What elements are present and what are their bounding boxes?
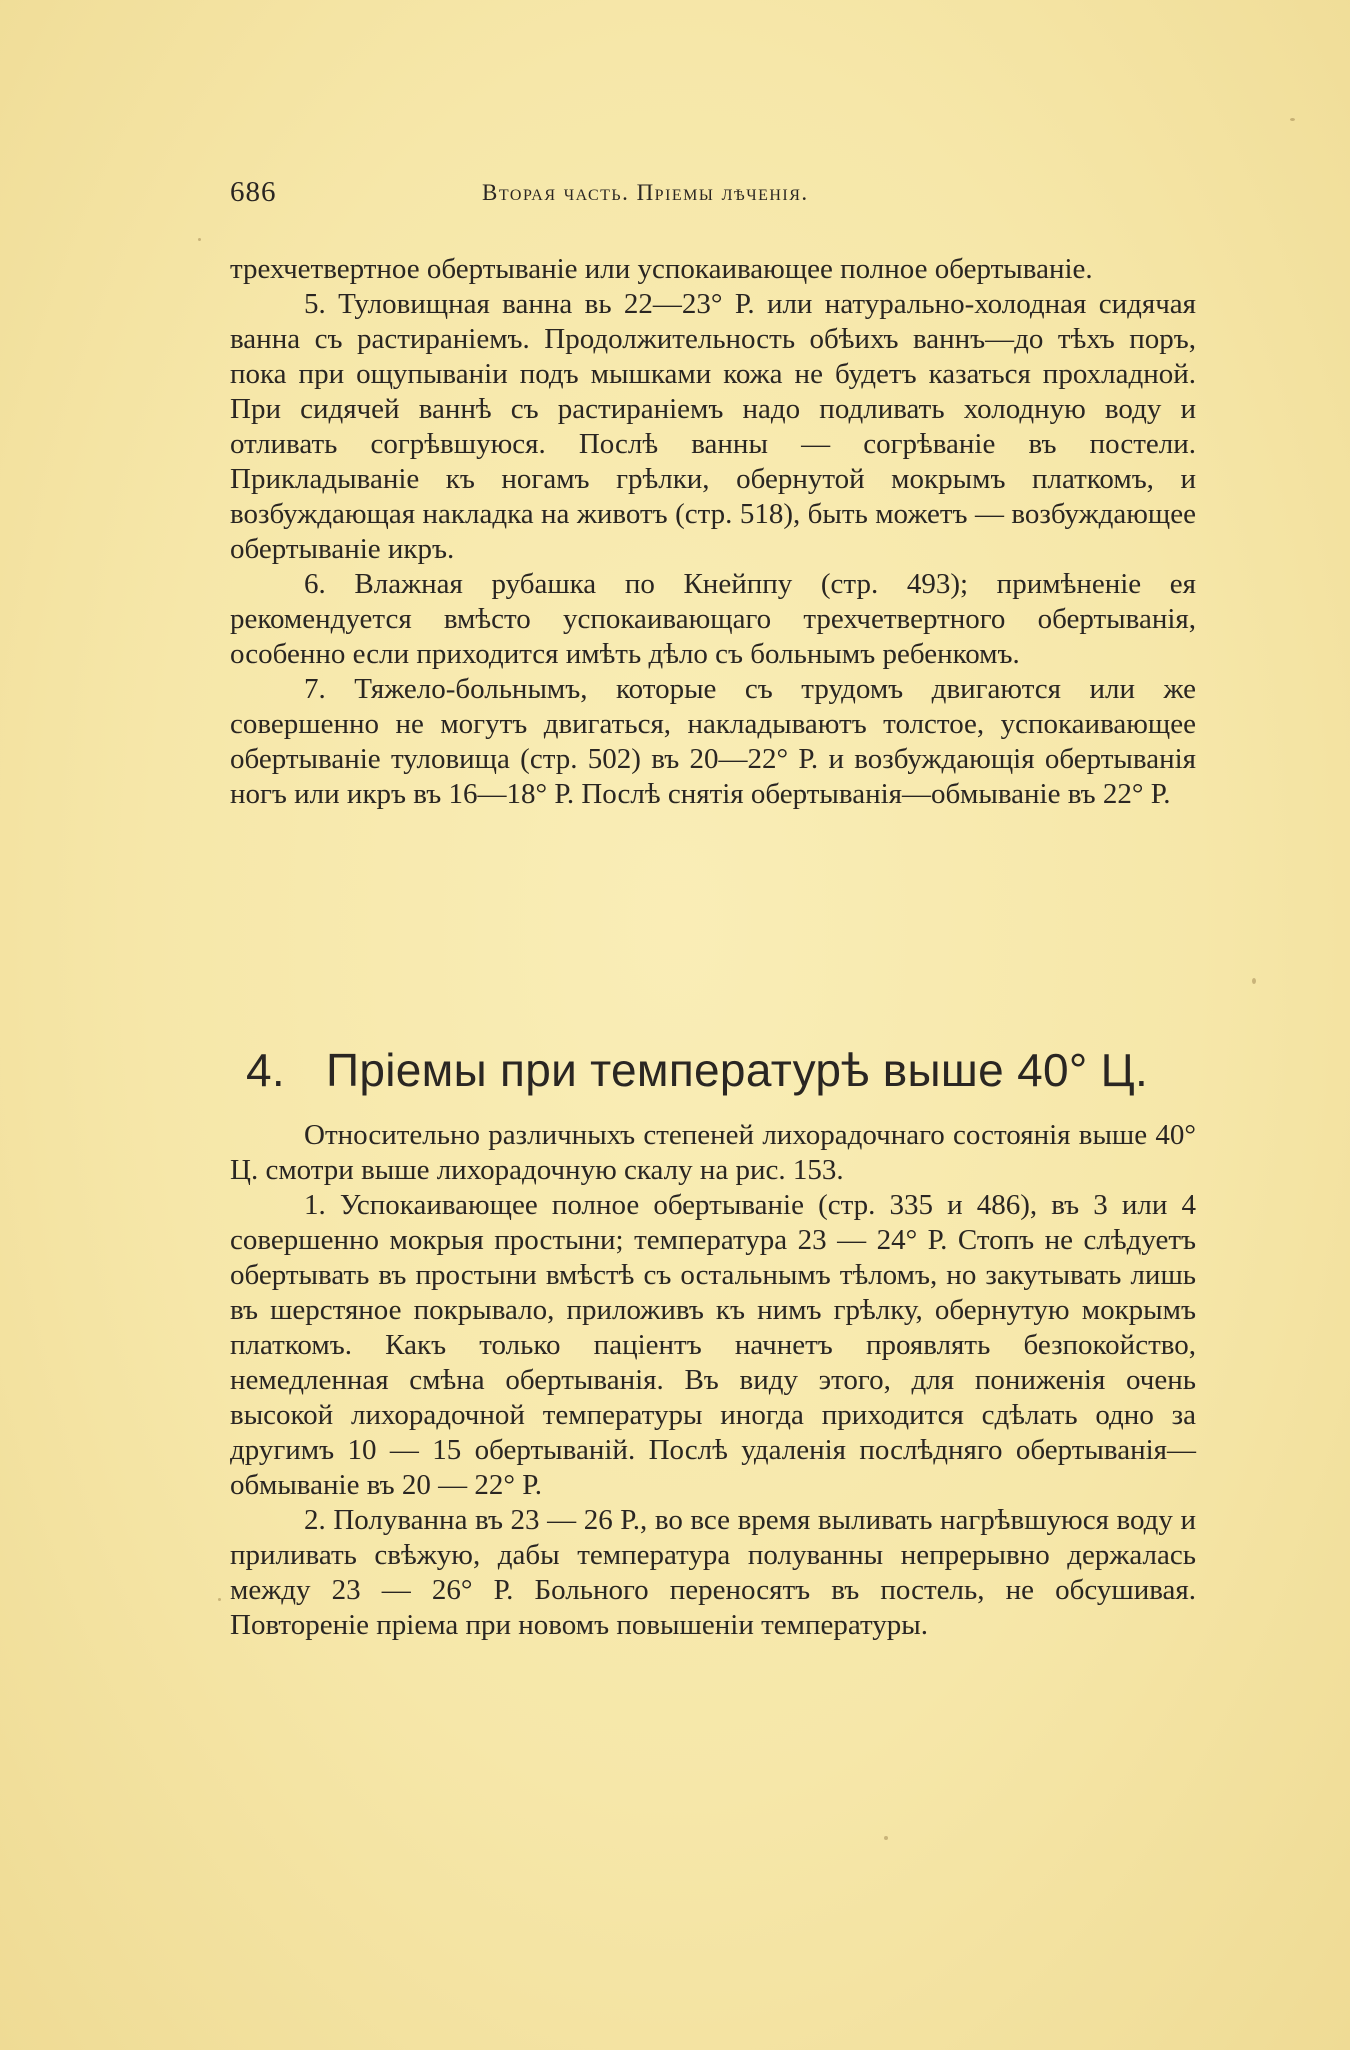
text-block-before-section [230, 252, 1196, 812]
paragraph-item-2: 2. Полуванна въ 23 — 26 Р., во все время выливать нагрѣвшуюся воду и приливать свѣжую, дабы температура полуванны непрерывно держалась между 23 — 26° Р. Больного переносятъ въ постель, не обсушивая. Повтореніе пріема при новомъ повышеніи температуры. [230, 1504, 1196, 1641]
section-title: Пріемы при температурѣ выше 40° Ц. [326, 1044, 1149, 1096]
text-block-after-section [230, 1118, 1196, 1643]
section-number: 4. [246, 1044, 285, 1096]
section-heading [246, 1040, 1206, 1100]
paragraph-item-1: 1. Успокаивающее полное обертываніе (стр. 335 и 486), въ 3 или 4 совершенно мокрыя простыни; температура 23 — 24° Р. Стопъ не слѣдуетъ обертывать въ простыни вмѣстѣ съ остальнымъ тѣломъ, но закутывать лишь въ шерстяное покрывало, приложивъ къ нимъ грѣлку, обернутую мокрымъ платкомъ. Какъ только паціентъ начнетъ проявлять безпокойство, немедленная смѣна обертыванія. Въ виду этого, для пониженія очень высокой лихорадочной температуры иногда приходится сдѣлать одно за другимъ 10 — 15 обертываній. Послѣ удаленія послѣдняго обертыванія—обмываніе въ 20 — 22° Р. [230, 1189, 1196, 1501]
paragraph-continuation: трехчетвертное обертываніе или успокаивающее полное обертываніе. [230, 253, 1093, 285]
paragraph-item-6: 6. Влажная рубашка по Кнейппу (стр. 493); примѣненіе ея рекомендуется вмѣсто успокаивающаго трехчетвертного обертыванія, особенно если приходится имѣть дѣло съ больнымъ ребенкомъ. [230, 568, 1196, 670]
running-head-title: Вторая часть. Пріемы лѣченія. [482, 180, 809, 205]
page-number: 686 [230, 176, 277, 208]
paper-speck [1252, 978, 1256, 984]
paper-speck [884, 1836, 888, 1840]
paragraph-item-7: 7. Тяжело-больнымъ, которые съ трудомъ двигаются или же совершенно не могутъ двигаться, накладываютъ толстое, успокаивающее обертываніе туловища (стр. 502) въ 20—22° Р. и возбуждающія обертыванія ногъ или икръ въ 16—18° Р. Послѣ снятія обертыванія—обмываніе въ 22° Р. [230, 673, 1196, 810]
paper-speck [218, 1598, 221, 1601]
paragraph-intro: Относительно различныхъ степеней лихорадочнаго состоянія выше 40° Ц. смотри выше лихорадочную скалу на рис. 153. [230, 1119, 1196, 1186]
paper-speck [1290, 118, 1295, 121]
paragraph-item-5: 5. Туловищная ванна вь 22—23° Р. или натурально-холодная сидячая ванна съ растираніемъ. Продолжительность обѣихъ ваннъ—до тѣхъ поръ, пока при ощупываніи подъ мышками кожа не будетъ казаться прохладной. При сидячей ваннѣ съ растираніемъ надо подливать холодную воду и отливать согрѣвшуюся. Послѣ ванны — согрѣваніе въ постели. Прикладываніе къ ногамъ грѣлки, обернутой мокрымъ платкомъ, и возбуждающая накладка на животъ (стр. 518), быть можетъ — возбуждающее обертываніе икръ. [230, 288, 1196, 565]
paper-speck [198, 238, 201, 241]
running-head [230, 176, 1200, 216]
